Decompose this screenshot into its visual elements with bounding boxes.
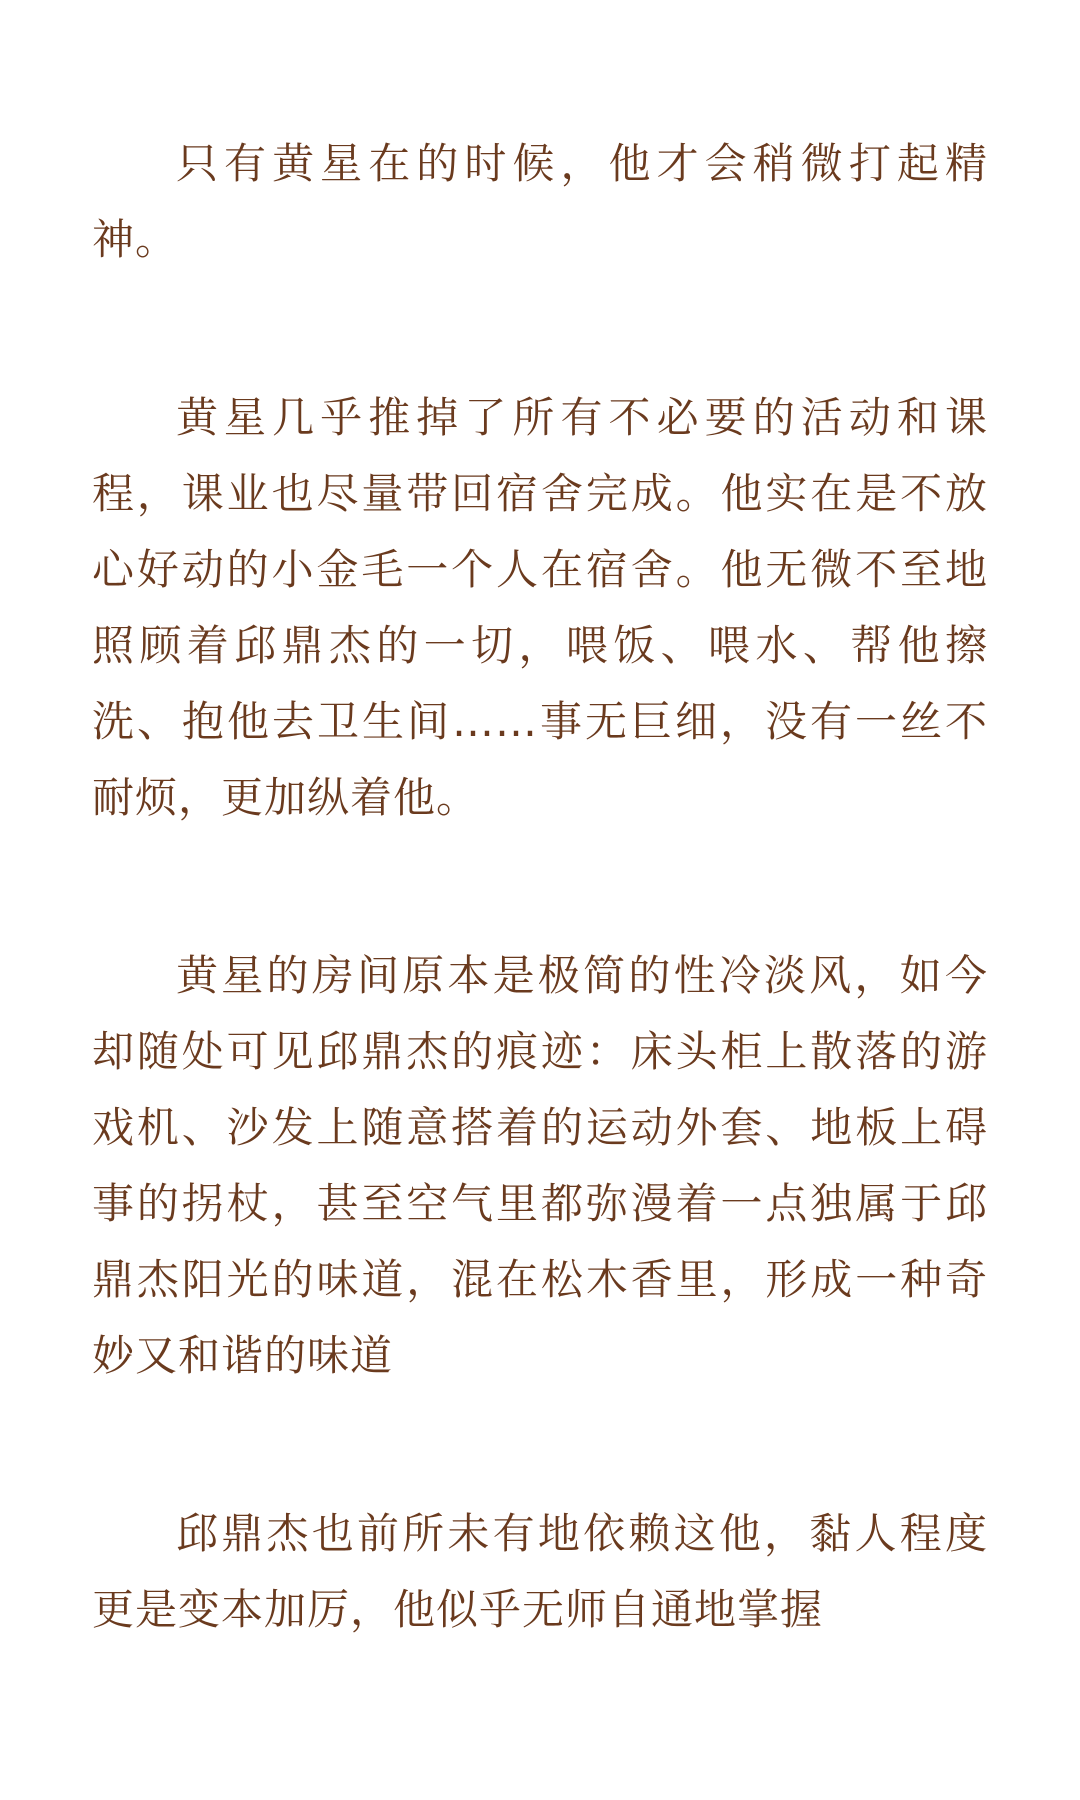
paragraph-4: 邱鼎杰也前所未有地依赖这他，黏人程度更是变本加厉，他似乎无师自通地掌握 [92, 1509, 988, 1634]
paragraph-1: 只有黄星在的时候，他才会稍微打起精神。 [92, 139, 988, 264]
paragraph-2: 黄星几乎推掉了所有不必要的活动和课程，课业也尽量带回宿舍完成。他实在是不放心好动的小金毛一个人在宿舍。他无微不至地照顾着邱鼎杰的一切，喂饭、喂水、帮他擦洗、抱他去卫生间……事无巨细，没有一丝不耐烦，更加纵着他。 [92, 393, 988, 822]
paragraph-3: 黄星的房间原本是极简的性冷淡风，如今却随处可见邱鼎杰的痕迹：床头柜上散落的游戏机、沙发上随意搭着的运动外套、地板上碍事的拐杖，甚至空气里都弥漫着一点独属于邱鼎杰阳光的味道，混在松木香里，形成一种奇妙又和谐的味道 [92, 951, 988, 1380]
